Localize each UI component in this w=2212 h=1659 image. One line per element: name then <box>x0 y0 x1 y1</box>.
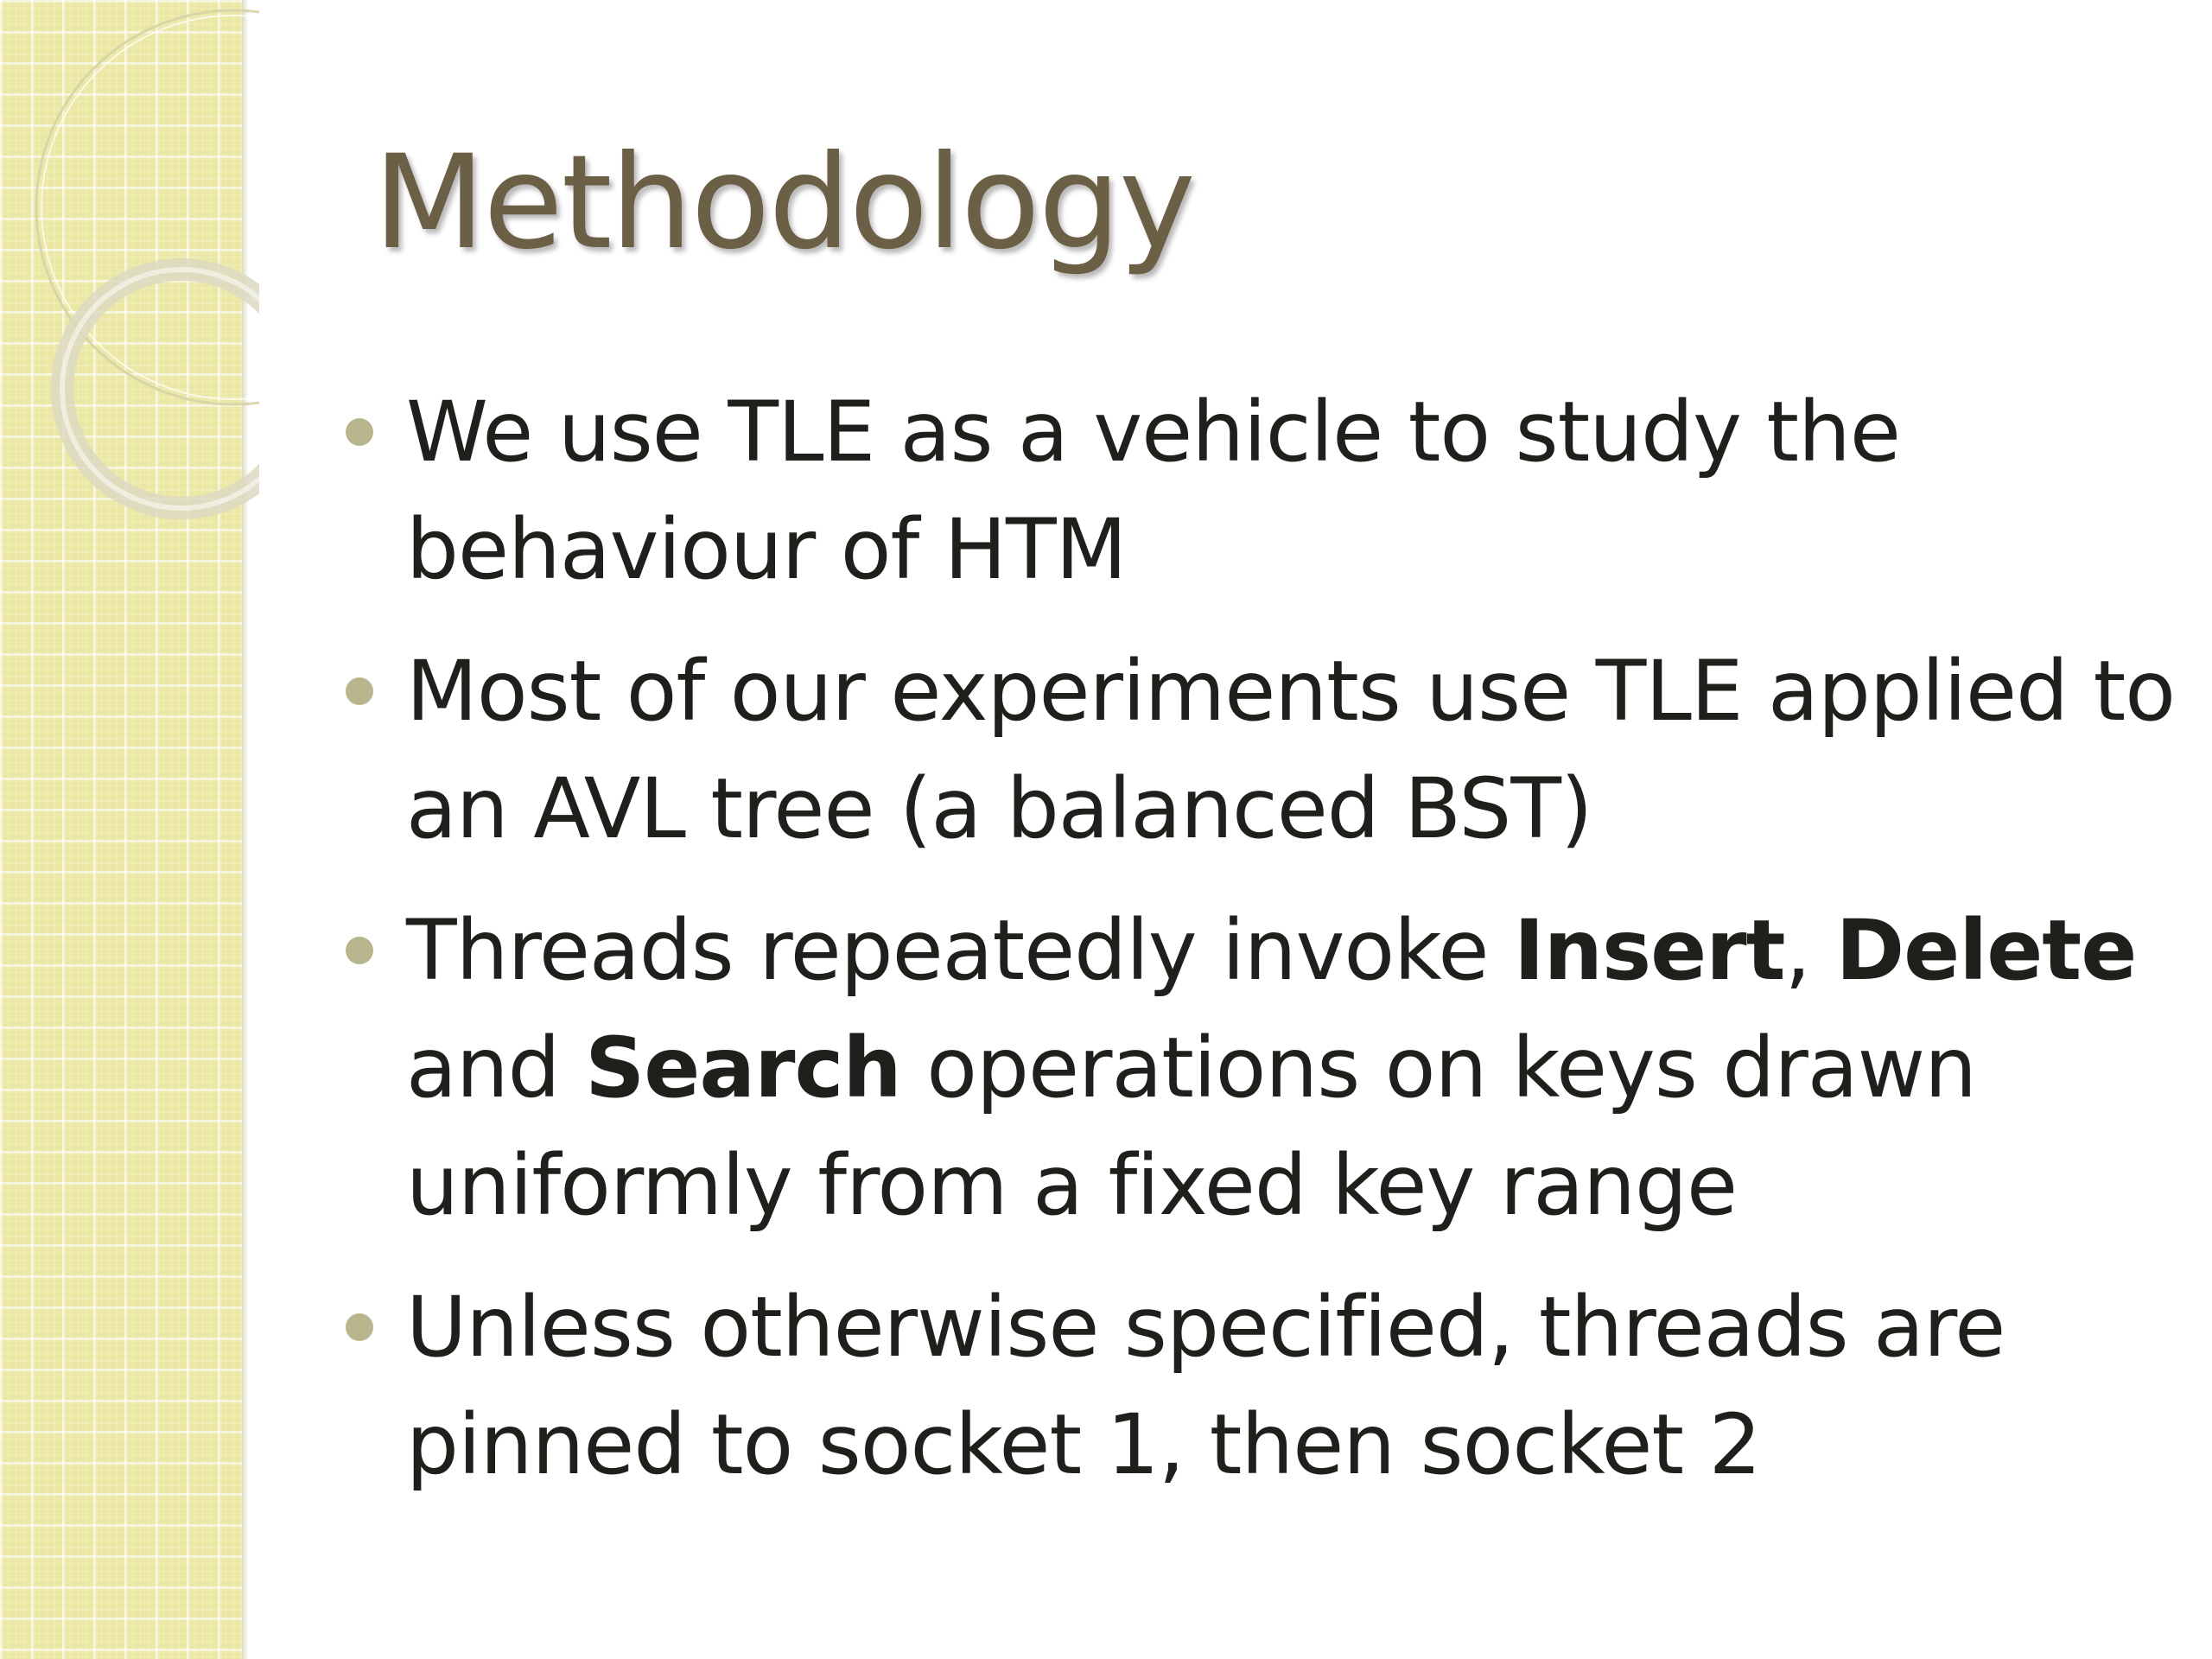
bullet-icon <box>346 1313 373 1341</box>
bullet-icon <box>346 418 373 446</box>
bullet-item <box>406 632 2186 868</box>
bullet-list <box>406 373 2186 1528</box>
separator: and <box>406 1020 586 1116</box>
bullet-item <box>406 1268 2186 1503</box>
bullet-item <box>406 892 2186 1244</box>
term-search: Search <box>585 1020 901 1116</box>
decorative-rings-icon <box>0 0 259 553</box>
bullet-item <box>406 373 2186 608</box>
bullet-text: We use TLE as a vehicle to study the behaviour of HTM <box>406 384 1900 598</box>
bullet-text-suffix: operations on keys drawn uniformly from a fixed key range <box>406 1020 1976 1234</box>
bullet-text: Unless otherwise specified, threads are pinned to socket 1, then socket 2 <box>406 1279 2005 1493</box>
bullet-icon <box>346 677 373 705</box>
term-insert: Insert <box>1513 902 1785 999</box>
bullet-icon <box>346 937 373 964</box>
slide-title: Methodology <box>373 128 1194 278</box>
separator: , <box>1784 902 1836 999</box>
bullet-text: Most of our experiments use TLE applied to an AVL tree (a balanced BST) <box>406 643 2175 857</box>
term-delete: Delete <box>1835 902 2137 999</box>
bullet-text-prefix: Threads repeatedly invoke <box>406 902 1514 999</box>
